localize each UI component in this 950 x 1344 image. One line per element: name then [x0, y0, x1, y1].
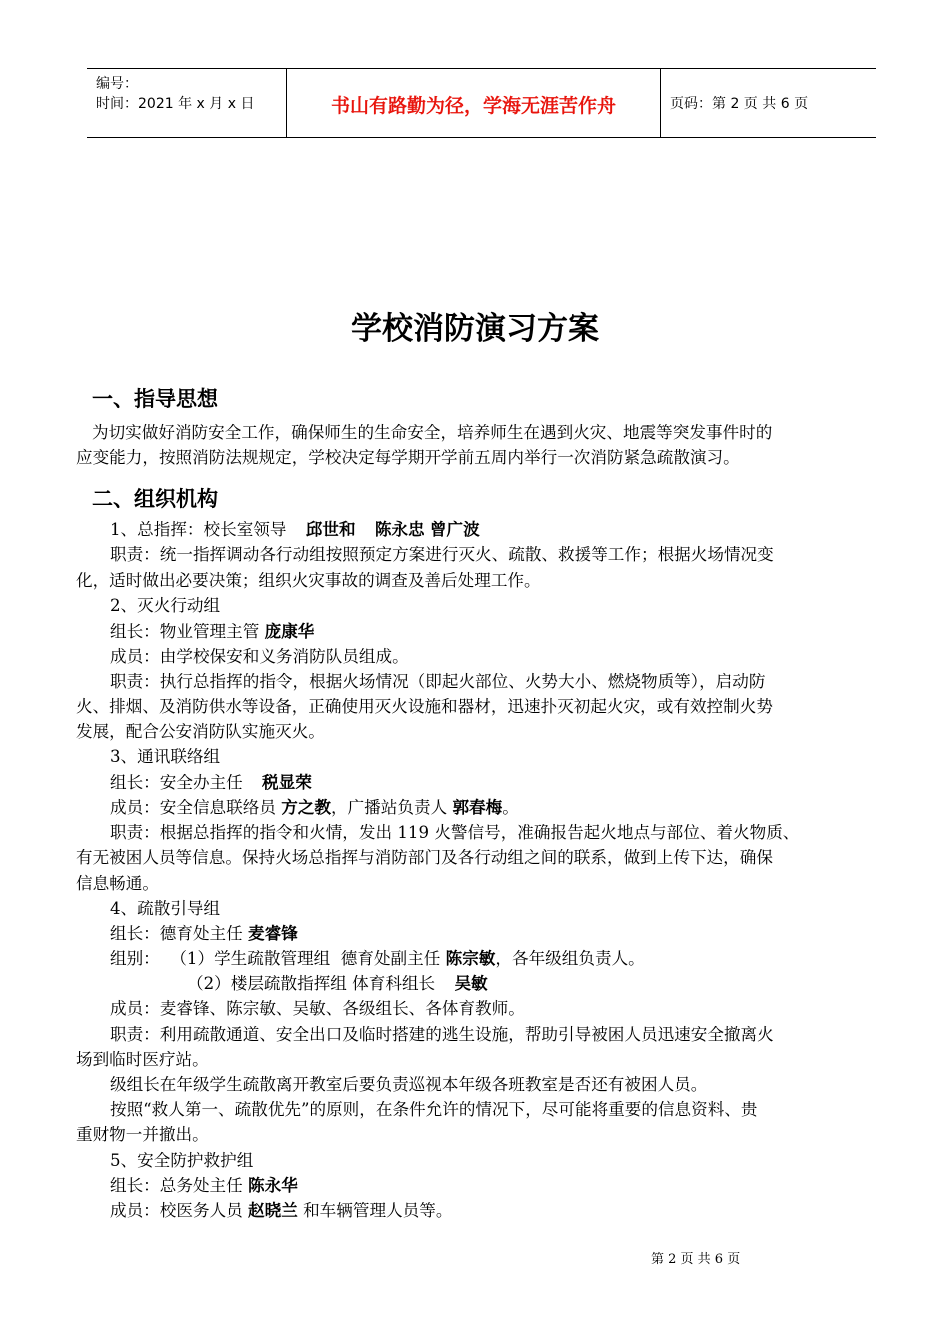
group-4-title: 4、疏散引导组	[110, 899, 221, 918]
group-3-leader	[110, 775, 312, 792]
motto: 书山有路勤为径，学海无涯苦作舟	[330, 95, 616, 117]
leader-label: 组长：德育处主任	[110, 924, 243, 943]
commander-name: 曾广波	[429, 520, 480, 539]
duty-line: 发展，配合公安消防队实施灭火。	[76, 722, 325, 741]
paragraph-line: 为切实做好消防安全工作，确保师生的生命安全，培养师生在遇到火灾、地震等突发事件时的	[92, 423, 773, 442]
member-name: 郭春梅	[452, 798, 503, 817]
group-4-subgroup-1	[110, 951, 645, 968]
subgroup-leader-name: 吴敏	[454, 974, 488, 993]
members-text: 和车辆管理人员等。	[303, 1201, 453, 1220]
duty-line: 职责：利用疏散通道、安全出口及临时搭建的逃生设施，帮助引导被困人员迅速安全撤离火	[110, 1025, 774, 1044]
subgroup-text: 组别： （1）学生疏散管理组 德育处副主任	[110, 949, 441, 968]
time-label: 时间：2021 年 x 月 x 日	[96, 96, 255, 112]
group-5-title: 5、安全防护救护组	[110, 1151, 254, 1170]
members-text: 成员：安全信息联络员	[110, 798, 276, 817]
header-motto-cell	[286, 69, 661, 137]
header-meta	[87, 69, 286, 137]
leader-name: 税显荣	[262, 773, 312, 792]
duty-line: 职责：统一指挥调动各行动组按照预定方案进行灭火、疏散、救援等工作；根据火场情况变	[110, 545, 774, 564]
page-header	[87, 68, 876, 138]
leader-label: 组长：安全办主任	[110, 773, 243, 792]
members-line: 成员：由学校保安和义务消防队员组成。	[110, 647, 409, 666]
group-4-subgroup-2	[187, 976, 488, 993]
note-line: 按照“救人第一、疏散优先”的原则，在条件允许的情况下，尽可能将重要的信息资料、贵	[110, 1100, 758, 1119]
header-page-cell	[660, 69, 876, 137]
duty-line: 有无被困人员等信息。保持火场总指挥与消防部门及各行动组之间的联系，做到上传下达，确保	[76, 848, 773, 867]
group-3-members	[110, 800, 519, 817]
note-line: 重财物一并撤出。	[76, 1125, 209, 1144]
members-text: 。	[502, 798, 519, 817]
commander-name: 陈永忠	[374, 520, 425, 539]
page-info: 页码：第 2 页 共 6 页	[670, 96, 809, 112]
leader-name: 陈永华	[248, 1176, 298, 1195]
number-label: 编号：	[96, 76, 138, 92]
page-footer: 第 2 页 共 6 页	[651, 1252, 741, 1267]
members-text: 成员：校医务人员	[110, 1201, 243, 1220]
duty-line: 化，适时做出必要决策；组织火灾事故的调查及善后处理工作。	[76, 571, 541, 590]
group-title-text: 1、总指挥：校长室领导	[110, 520, 287, 539]
member-name: 赵晓兰	[248, 1201, 298, 1220]
group-2-title: 2、灭火行动组	[110, 596, 221, 615]
paragraph-line: 应变能力，按照消防法规规定，学校决定每学期开学前五周内举行一次消防紧急疏散演习。	[76, 448, 740, 467]
members-line: 成员：麦睿锋、陈宗敏、吴敏、各级组长、各体育教师。	[110, 999, 525, 1018]
group-5-members	[110, 1203, 452, 1220]
duty-line: 信息畅通。	[76, 874, 159, 893]
group-4-leader	[110, 926, 298, 943]
section-heading-2: 二、组织机构	[92, 487, 218, 511]
duty-line: 职责：根据总指挥的指令和火情，发出 119 火警信号，准确报告起火地点与部位、着火物质、	[110, 823, 800, 842]
subgroup-text: ，各年级组负责人。	[495, 949, 645, 968]
group-5-leader	[110, 1178, 298, 1195]
group-3-title: 3、通讯联络组	[110, 747, 221, 766]
leader-label: 组长：物业管理主管	[110, 622, 260, 641]
duty-line: 火、排烟、及消防供水等设备，正确使用灭火设施和器材，迅速扑灭初起火灾，或有效控制火势	[76, 697, 773, 716]
subgroup-leader-name: 陈宗敏	[445, 949, 496, 968]
commander-name: 邱世和	[305, 520, 356, 539]
section-heading-1: 一、指导思想	[92, 387, 218, 411]
duty-line: 场到临时医疗站。	[76, 1050, 209, 1069]
leader-name: 庞康华	[264, 622, 315, 641]
document-title: 学校消防演习方案	[351, 311, 599, 347]
subgroup-text: （2）楼层疏散指挥组 体育科组长	[187, 974, 436, 993]
group-1-title	[110, 522, 480, 539]
group-2-leader	[110, 624, 314, 641]
member-name: 方之教	[281, 798, 331, 817]
duty-line: 职责：执行总指挥的指令，根据火场情况（即起火部位、火势大小、燃烧物质等），启动防	[110, 672, 766, 691]
leader-label: 组长：总务处主任	[110, 1176, 243, 1195]
note-line: 级组长在年级学生疏散离开教室后要负责巡视本年级各班教室是否还有被困人员。	[110, 1075, 708, 1094]
leader-name: 麦睿锋	[248, 924, 298, 943]
members-text: ，广播站负责人	[331, 798, 448, 817]
